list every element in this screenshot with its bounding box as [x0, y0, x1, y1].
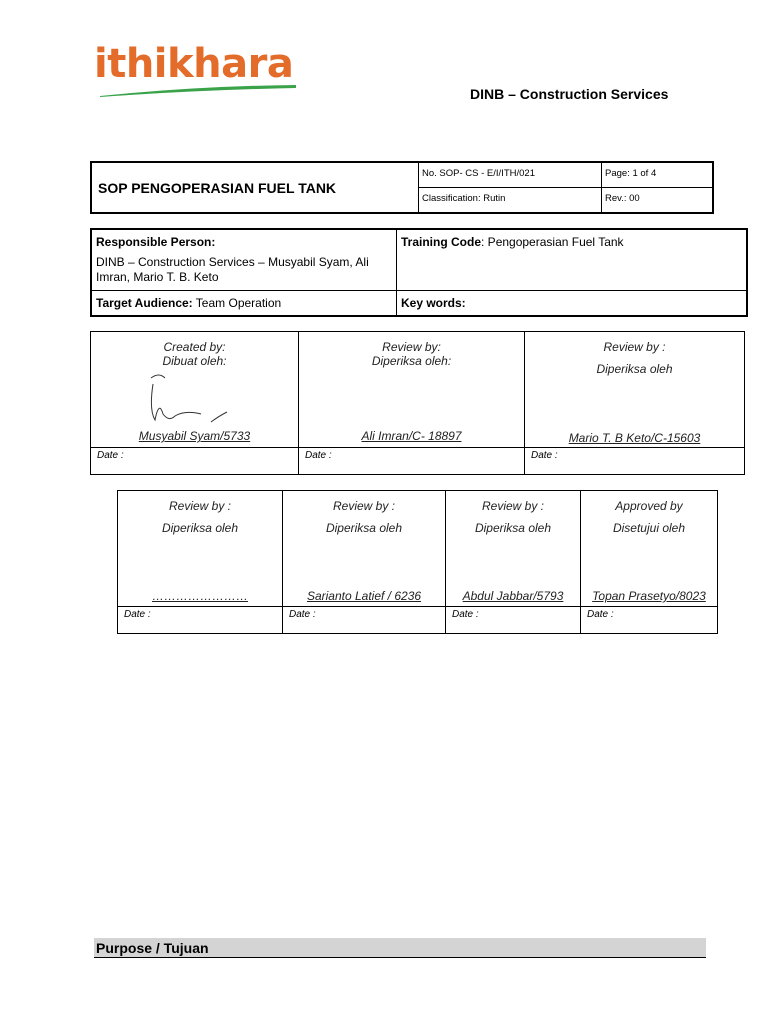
audience-label: Target Audience: [96, 296, 193, 310]
role-label: Approved by [615, 499, 683, 513]
signer-name: Ali Imran/C- 18897 [361, 429, 462, 443]
date-field: Date : [118, 607, 283, 634]
training-code-cell [397, 229, 748, 291]
signer-name: Topan Prasetyo/8023 [592, 589, 706, 603]
signature-cell-review-1 [299, 332, 525, 448]
role-label: Review by: [382, 340, 441, 354]
training-label: Training Code [401, 235, 482, 249]
document-title: SOP PENGOPERASIAN FUEL TANK [91, 162, 419, 213]
role-label-id: Diperiksa oleh: [371, 354, 452, 368]
role-label: Review by : [481, 499, 545, 513]
signer-name: Sarianto Latief / 6236 [306, 589, 422, 603]
audience-value: Team Operation [192, 296, 282, 310]
signature-cell-approved [581, 491, 718, 607]
company-logo [94, 40, 304, 104]
company-name: DINB – Construction Services [470, 86, 669, 102]
signer-name: Musyabil Syam/5733 [138, 429, 251, 443]
responsible-value: DINB – Construction Services – Musyabil Syam, Ali Imran, Mario T. B. Keto [96, 255, 369, 284]
signature-table-2 [117, 490, 718, 634]
signature-cell-review-2 [525, 332, 745, 448]
responsibility-table [90, 228, 748, 317]
responsible-label: Responsible Person: [96, 235, 216, 249]
classification: Classification: Rutin [419, 188, 602, 214]
handwritten-signature-icon [141, 370, 231, 430]
training-value: : Pengoperasian Fuel Tank [481, 235, 624, 249]
role-label-id: Diperiksa oleh [161, 521, 239, 535]
date-field: Date : [446, 607, 581, 634]
signature-cell-review-3 [118, 491, 283, 607]
page-number: Page: 1 of 4 [602, 162, 714, 188]
role-label-id: Diperiksa oleh [325, 521, 403, 535]
signature-cell-created [91, 332, 299, 448]
responsible-person-cell [91, 229, 397, 291]
role-label: Review by : [332, 499, 396, 513]
date-field: Date : [283, 607, 446, 634]
role-label-id: Dibuat oleh: [162, 354, 227, 368]
document-number: No. SOP- CS - E/I/ITH/021 [419, 162, 602, 188]
date-field: Date : [91, 448, 299, 475]
signer-name: …………………… [152, 589, 248, 603]
signature-cell-review-5 [446, 491, 581, 607]
date-field: Date : [525, 448, 745, 475]
purpose-section-heading: Purpose / Tujuan [94, 938, 706, 958]
role-label: Review by : [603, 340, 666, 354]
revision: Rev.: 00 [602, 188, 714, 214]
role-label: Review by : [168, 499, 232, 513]
keywords-cell [397, 291, 748, 317]
role-label-id: Diperiksa oleh [596, 362, 673, 376]
target-audience-cell [91, 291, 397, 317]
role-label-id: Disetujui oleh [612, 521, 686, 535]
date-field: Date : [299, 448, 525, 475]
logo-text: ithikhara [94, 41, 294, 87]
date-field: Date : [581, 607, 718, 634]
role-label-id: Diperiksa oleh [474, 521, 552, 535]
role-label: Created by: [163, 340, 226, 354]
signature-cell-review-4 [283, 491, 446, 607]
signer-name: Abdul Jabbar/5793 [462, 589, 564, 603]
document-info-table [90, 161, 714, 214]
logo-swoosh-icon [98, 84, 298, 98]
signer-name: Mario T. B Keto/C-15603 [568, 431, 701, 445]
keywords-label: Key words: [401, 296, 466, 310]
signature-table-1 [90, 331, 745, 475]
